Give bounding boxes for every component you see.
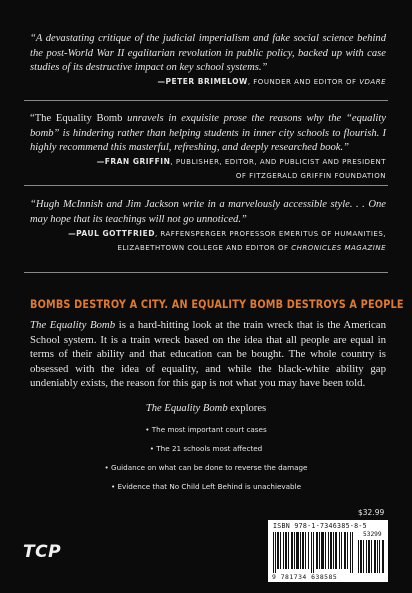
description-body: is a hard-hitting look at the train wreck that is the American School system. It is a train wreck based on the idea that all people are equal in terms of their ability and that education can be bought. The whole country is obsessed with the idea of equality, and while the black-white ability gap undeniably exists, the reason for this gap is not what you may have been told. — [30, 319, 386, 390]
barcode — [268, 520, 388, 582]
addon-barcode-bars — [358, 532, 384, 573]
blurb-author-title-3b: ELIZABETHTOWN COLLEGE AND EDITOR OF — [117, 244, 292, 252]
headline: BOMBS DESTROY A CITY. AN EQUALITY BOMB DESTROYS A PEOPLE — [30, 298, 404, 311]
blurb-author-title-2: , PUBLISHER, EDITOR, AND PUBLICIST AND PRESIDENT — [170, 158, 386, 166]
blurb-attribution-2 — [0, 156, 386, 182]
explores-suffix: explores — [227, 403, 267, 414]
blurb-author-title-1: , FOUNDER AND EDITOR OF — [247, 78, 360, 86]
bullet-item: • Evidence that No Child Left Behind is unachievable — [110, 482, 302, 491]
publisher-logo: TCP — [23, 542, 62, 562]
blurb-author-2: —FRAN GRIFFIN — [96, 157, 171, 166]
blurb-author-publication-3: CHRONICLES MAGAZINE — [291, 244, 386, 252]
blurb-attribution-3 — [0, 228, 386, 254]
blurb-quote-1: “A devastating critique of the judicial imperialism and fake social science behind the post-World War II egalitarian revolution in public policy, backed up with case studies of its destructive impact on key school systems.” — [30, 33, 386, 74]
explores-book-title: The Equality Bomb — [145, 403, 228, 414]
blurb-quote-2-body: unravels in exquisite prose the reasons why the “equality bomb” is hindering rather than helping students in inner city schools to flourish. I highly recommend this masterful, refreshing, and deeply researched book.” — [30, 113, 386, 154]
blurb-attribution-1 — [0, 76, 386, 88]
blurb-quote-2 — [30, 112, 386, 156]
blurb-author-3: —PAUL GOTTFRIED — [68, 229, 155, 238]
bullet-item: • Guidance on what can be done to reverse the damage — [104, 463, 308, 472]
divider-2 — [24, 185, 388, 186]
blurb-author-publication-1: VDARE — [359, 78, 386, 86]
bullet-list — [0, 420, 412, 496]
bullet-item: • The most important court cases — [145, 425, 267, 434]
divider-3 — [24, 272, 388, 273]
explores-heading — [0, 403, 412, 414]
ean-barcode-bars — [273, 532, 357, 573]
blurb-quote-3: “Hugh McInnish and Jim Jackson write in a marvelously accessible style. . . One may hope that its teachings will not go unnoticed.” — [30, 199, 386, 225]
blurb-author-title-2b: OF FITZGERALD GRIFFIN FOUNDATION — [235, 172, 386, 180]
ean-number: 9 781734 638585 — [272, 573, 338, 581]
description — [30, 318, 386, 391]
isbn-text: ISBN 978-1-7346385-8-5 — [273, 522, 367, 530]
blurb-author-1: —PETER BRIMELOW — [157, 77, 248, 86]
blurb-quote-2-lead: “The Equality Bomb — [30, 113, 128, 124]
blurb-author-title-3: , RAFFENSPERGER PROFESSOR EMERITUS OF HUMANITIES, — [154, 230, 386, 238]
description-book-title: The Equality Bomb — [30, 319, 116, 331]
bullet-item: • The 21 schools most affected — [149, 444, 263, 453]
divider-1 — [24, 100, 388, 101]
price-code: 53299 — [363, 531, 382, 538]
price: $32.99 — [358, 508, 385, 517]
